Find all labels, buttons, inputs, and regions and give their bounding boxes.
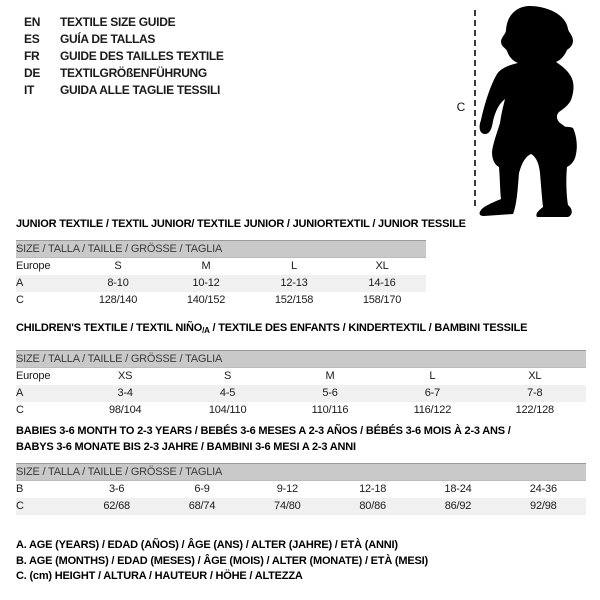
age-cell: 6-7 bbox=[381, 385, 483, 402]
age-cell: 6-9 bbox=[194, 483, 210, 496]
height-cell: 128/140 bbox=[98, 294, 138, 306]
size-header-bar: SIZE / TALLA / TAILLE / GRÖSSE / TAGLIA bbox=[16, 464, 586, 481]
age-cell: 4-5 bbox=[176, 385, 278, 402]
table-row bbox=[16, 385, 586, 402]
age-cell: 9-12 bbox=[276, 483, 298, 496]
lang-title: GUIDE DES TAILLES TEXTILE bbox=[60, 48, 224, 63]
lang-code: DE bbox=[24, 65, 41, 80]
row-label: C bbox=[16, 294, 24, 306]
lang-title: GUÍA DE TALLAS bbox=[60, 31, 156, 46]
height-cell: 116/122 bbox=[413, 404, 452, 416]
baby-silhouette-icon bbox=[478, 4, 600, 218]
size-header-row bbox=[16, 351, 586, 368]
height-cell: 92/98 bbox=[501, 498, 586, 515]
lang-row-fr bbox=[24, 47, 224, 64]
babies-title-line2: BABYS 3-6 MONATE BIS 2-3 JAHRE / BAMBINI 3-6 MESI A 2-3 ANNI bbox=[16, 440, 356, 453]
table-row bbox=[16, 498, 586, 515]
height-cell: 104/110 bbox=[208, 404, 247, 416]
height-cell: 80/86 bbox=[330, 498, 415, 515]
children-table-title bbox=[16, 321, 527, 339]
table-row bbox=[16, 275, 426, 292]
legend-footnotes bbox=[16, 538, 428, 585]
row-label: C bbox=[16, 498, 74, 515]
children-title-rest: / TEXTILE DES ENFANTS / KINDERTEXTIL / BAMBINI TESSILE bbox=[209, 322, 528, 334]
lang-title: GUIDA ALLE TAGLIE TESSILI bbox=[60, 82, 221, 97]
size-header-bar: SIZE / TALLA / TAILLE / GRÖSSE / TAGLIA bbox=[16, 241, 426, 258]
lang-code: ES bbox=[24, 31, 40, 46]
height-cell: 68/74 bbox=[159, 498, 244, 515]
height-cell: 122/128 bbox=[515, 404, 554, 416]
lang-row-de bbox=[24, 64, 224, 81]
junior-table-title: JUNIOR TEXTILE / TEXTIL JUNIOR/ TEXTILE JUNIOR / JUNIORTEXTIL / JUNIOR TESSILE bbox=[16, 218, 466, 230]
age-cell: 12-13 bbox=[250, 275, 338, 292]
babies-table-title bbox=[16, 424, 576, 455]
age-cell: 7-8 bbox=[484, 385, 586, 402]
size-cell: S bbox=[114, 260, 122, 273]
children-size-table bbox=[16, 350, 586, 419]
size-cell: L bbox=[291, 260, 297, 273]
lang-code: FR bbox=[24, 48, 40, 63]
row-label: B bbox=[16, 483, 24, 496]
footnote-age-months: B. AGE (MONTHS) / EDAD (MESES) / ÂGE (MOIS) / ALTER (MONATE) / ETÀ (MESI) bbox=[16, 554, 428, 567]
age-cell: 10-12 bbox=[162, 275, 250, 292]
row-label: Europe bbox=[16, 260, 51, 273]
footnote-age-years: A. AGE (YEARS) / EDAD (AÑOS) / ÂGE (ANS) / ALTER (JAHRE) / ETÀ (ANNI) bbox=[16, 539, 398, 551]
height-measure-dashed-line bbox=[474, 10, 476, 206]
babies-size-table bbox=[16, 463, 586, 515]
age-cell: 18-24 bbox=[444, 483, 472, 496]
lang-title: TEXTILGRÖßENFÜHRUNG bbox=[60, 65, 207, 80]
height-measure-label: C bbox=[456, 100, 466, 114]
lang-row-es bbox=[24, 30, 224, 47]
junior-size-table bbox=[16, 240, 426, 309]
size-cell: M bbox=[325, 370, 335, 383]
table-row bbox=[16, 402, 586, 419]
size-cell: XS bbox=[118, 370, 133, 383]
row-label: C bbox=[16, 404, 24, 416]
table-row bbox=[16, 368, 586, 385]
table-row bbox=[16, 481, 586, 498]
height-cell: 74/80 bbox=[245, 498, 330, 515]
footnote-height: C. (cm) HEIGHT / ALTURA / HAUTEUR / HÖHE / ALTEZZA bbox=[16, 570, 303, 582]
age-cell: 8-10 bbox=[74, 275, 162, 292]
table-row bbox=[16, 258, 426, 275]
height-cell: 140/152 bbox=[186, 294, 226, 306]
size-cell: XL bbox=[375, 260, 389, 273]
age-cell: 14-16 bbox=[338, 275, 426, 292]
lang-title: TEXTILE SIZE GUIDE bbox=[60, 14, 176, 29]
row-label: A bbox=[16, 275, 74, 292]
height-figure bbox=[450, 0, 600, 220]
size-cell: M bbox=[201, 260, 211, 273]
size-cell: S bbox=[224, 370, 232, 383]
lang-code: EN bbox=[24, 14, 41, 29]
language-title-list bbox=[24, 13, 224, 98]
table-row bbox=[16, 292, 426, 309]
children-title-main: CHILDREN'S TEXTILE / TEXTIL NIÑO bbox=[16, 322, 203, 334]
age-cell: 3-6 bbox=[109, 483, 125, 496]
height-cell: 152/158 bbox=[274, 294, 314, 306]
size-cell: XL bbox=[528, 370, 542, 383]
row-label: Europe bbox=[16, 370, 51, 383]
age-cell: 3-4 bbox=[74, 385, 176, 402]
lang-row-it bbox=[24, 81, 224, 98]
row-label: A bbox=[16, 385, 74, 402]
height-cell: 98/104 bbox=[108, 404, 142, 416]
size-header-row bbox=[16, 241, 426, 258]
size-cell: L bbox=[429, 370, 436, 383]
lang-row-en bbox=[24, 13, 224, 30]
size-header-row bbox=[16, 464, 586, 481]
height-cell: 110/116 bbox=[311, 404, 349, 416]
height-cell: 158/170 bbox=[362, 294, 402, 306]
children-title-sub: /A bbox=[202, 326, 210, 335]
babies-title-line1: BABIES 3-6 MONTH TO 2-3 YEARS / BEBÉS 3-6 MESES A 2-3 AÑOS / BÉBÉS 3-6 MOIS À 2-3 ANS / bbox=[16, 425, 511, 437]
age-cell: 24-36 bbox=[529, 483, 557, 496]
age-cell: 12-18 bbox=[359, 483, 387, 496]
size-header-bar: SIZE / TALLA / TAILLE / GRÖSSE / TAGLIA bbox=[16, 351, 586, 368]
lang-code: IT bbox=[24, 82, 35, 97]
height-cell: 86/92 bbox=[415, 498, 500, 515]
age-cell: 5-6 bbox=[279, 385, 381, 402]
height-cell: 62/68 bbox=[74, 498, 159, 515]
